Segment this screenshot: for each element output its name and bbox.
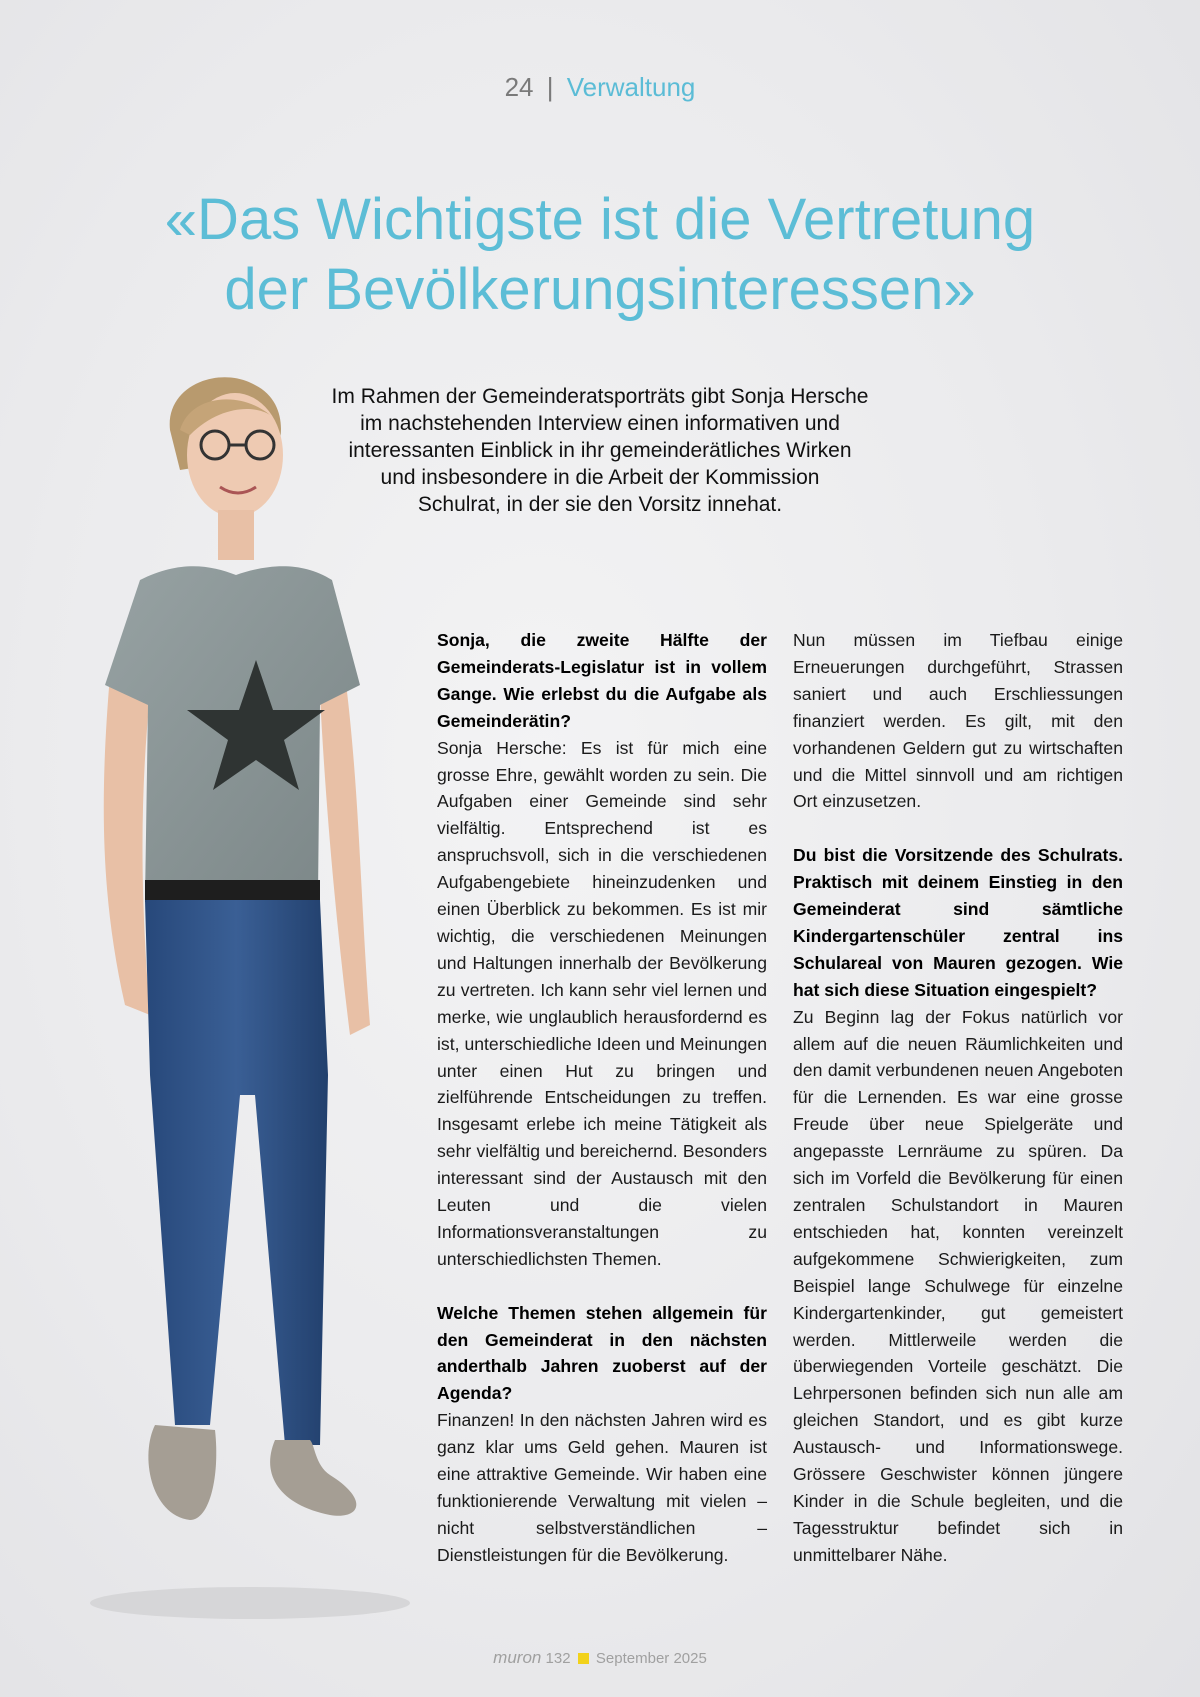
question-3: Du bist die Vorsitzende des Schulrats. Praktisch mit deinem Einstieg in den Gemeinderat sind sämtliche Kindergartenschüler zentral ins Schulareal von Mauren gezogen. Wie hat sich diese Situation eingespielt?: [793, 845, 1123, 1000]
header-separator: |: [546, 72, 554, 102]
answer-2: Finanzen! In den nächsten Jahren wird es ganz klar ums Geld gehen. Mauren ist eine attraktive Gemeinde. Wir haben eine funktionierende Verwaltung mit vielen – nicht selbstverständlichen – Dienstleistungen für die Bevölkerung.: [437, 1410, 767, 1565]
portrait-photo: [70, 375, 410, 1625]
intro-line-2: im nachstehenden Interview einen informativen und: [360, 412, 840, 435]
footer-dot-icon: [578, 1653, 589, 1664]
title-line-1: «Das Wichtigste ist die Vertretung: [164, 187, 1036, 252]
intro-line-3: interessanten Einblick in ihr gemeinderätliches Wirken: [348, 439, 852, 462]
footer-issue: 132: [545, 1650, 571, 1667]
intro-line-5: Schulrat, in der sie den Vorsitz innehat.: [417, 493, 783, 516]
page-header: [0, 72, 1200, 103]
answer-1: [437, 735, 767, 1273]
intro-line-4: und insbesondere in die Arbeit der Kommission: [380, 466, 820, 489]
question-2: Welche Themen stehen allgemein für den Gemeinderat in den nächsten anderthalb Jahren zuoberst auf der Agenda?: [437, 1302, 767, 1404]
section-name: Verwaltung: [566, 72, 696, 102]
question-1: Sonja, die zweite Hälfte der Gemeinderats-Legislatur ist in vollem Gange. Wie erlebst du die Aufgabe als Gemeinderätin?: [437, 630, 767, 731]
page-footer: [0, 1648, 1200, 1668]
page-number: 24: [504, 72, 534, 102]
article-title: [100, 185, 1100, 325]
footer-brand: muron: [493, 1648, 542, 1667]
title-line-2: der Bevölkerungsinteressen»: [224, 257, 976, 322]
answer-2-continued: Nun müssen im Tiefbau einige Erneuerungen durchgeführt, Strassen saniert und auch Erschliessungen finanziert werden. Es gilt, mit den vorhandenen Geldern gut zu wirtschaften und die Mittel sinnvoll und am richtigen Ort einzusetzen.: [793, 630, 1123, 812]
intro-line-1: Im Rahmen der Gemeinderatsporträts gibt Sonja Hersche: [331, 385, 869, 408]
answer-1-speaker: Sonja Hersche:: [437, 737, 567, 758]
text-column-2: [793, 627, 1123, 1569]
answer-1-text: Es ist für mich eine grosse Ehre, gewählt worden zu sein. Die Aufgaben einer Gemeinde sind sehr vielfältig. Entsprechend ist es anspruchsvoll, sich in die verschiedenen Aufgabengebiete hineinzudenken und einen Überblick zu bekommen. Es ist mir wichtig, die verschiedenen Meinungen und Haltungen innerhalb der Bevölkerung zu vertreten. Ich kann sehr viel lernen und merke, wie unglaublich herausfordernd es ist, unterschiedliche Ideen und Meinungen unter einen Hut zu bringen und zielführende Entscheidungen zu treffen. Insgesamt erlebe ich meine Tätigkeit als sehr vielfältig und bereichernd. Besonders interessant sind der Austausch mit den Leuten und die vielen Informationsveranstaltungen zu unterschiedlichsten Themen.: [437, 737, 767, 1269]
answer-3: Zu Beginn lag der Fokus natürlich vor allem auf die neuen Räumlichkeiten und den damit verbundenen neuen Angeboten für die Lernenden. Es war eine grosse Freude über neue Spielgeräte und angepasste Lernräume zu spüren. Da sich im Vorfeld die Bevölkerung für einen zentralen Schulstandort in Mauren entschieden hat, konnten vereinzelt aufgekommene Schwierigkeiten, zum Beispiel lange Schulwege für einzelne Kindergartenkinder, gut gemeistert werden. Mittlerweile werden die überwiegenden Vorteile geschätzt. Die Lehrpersonen befinden sich nun alle am gleichen Standort, und es gibt kurze Austausch- und Informationswege. Grössere Geschwister können jüngere Kinder in die Schule begleiten, und die Tagesstruktur befindet sich in unmittelbarer Nähe.: [793, 1006, 1123, 1565]
footer-date: September 2025: [595, 1650, 707, 1667]
text-column-1: [437, 627, 767, 1569]
